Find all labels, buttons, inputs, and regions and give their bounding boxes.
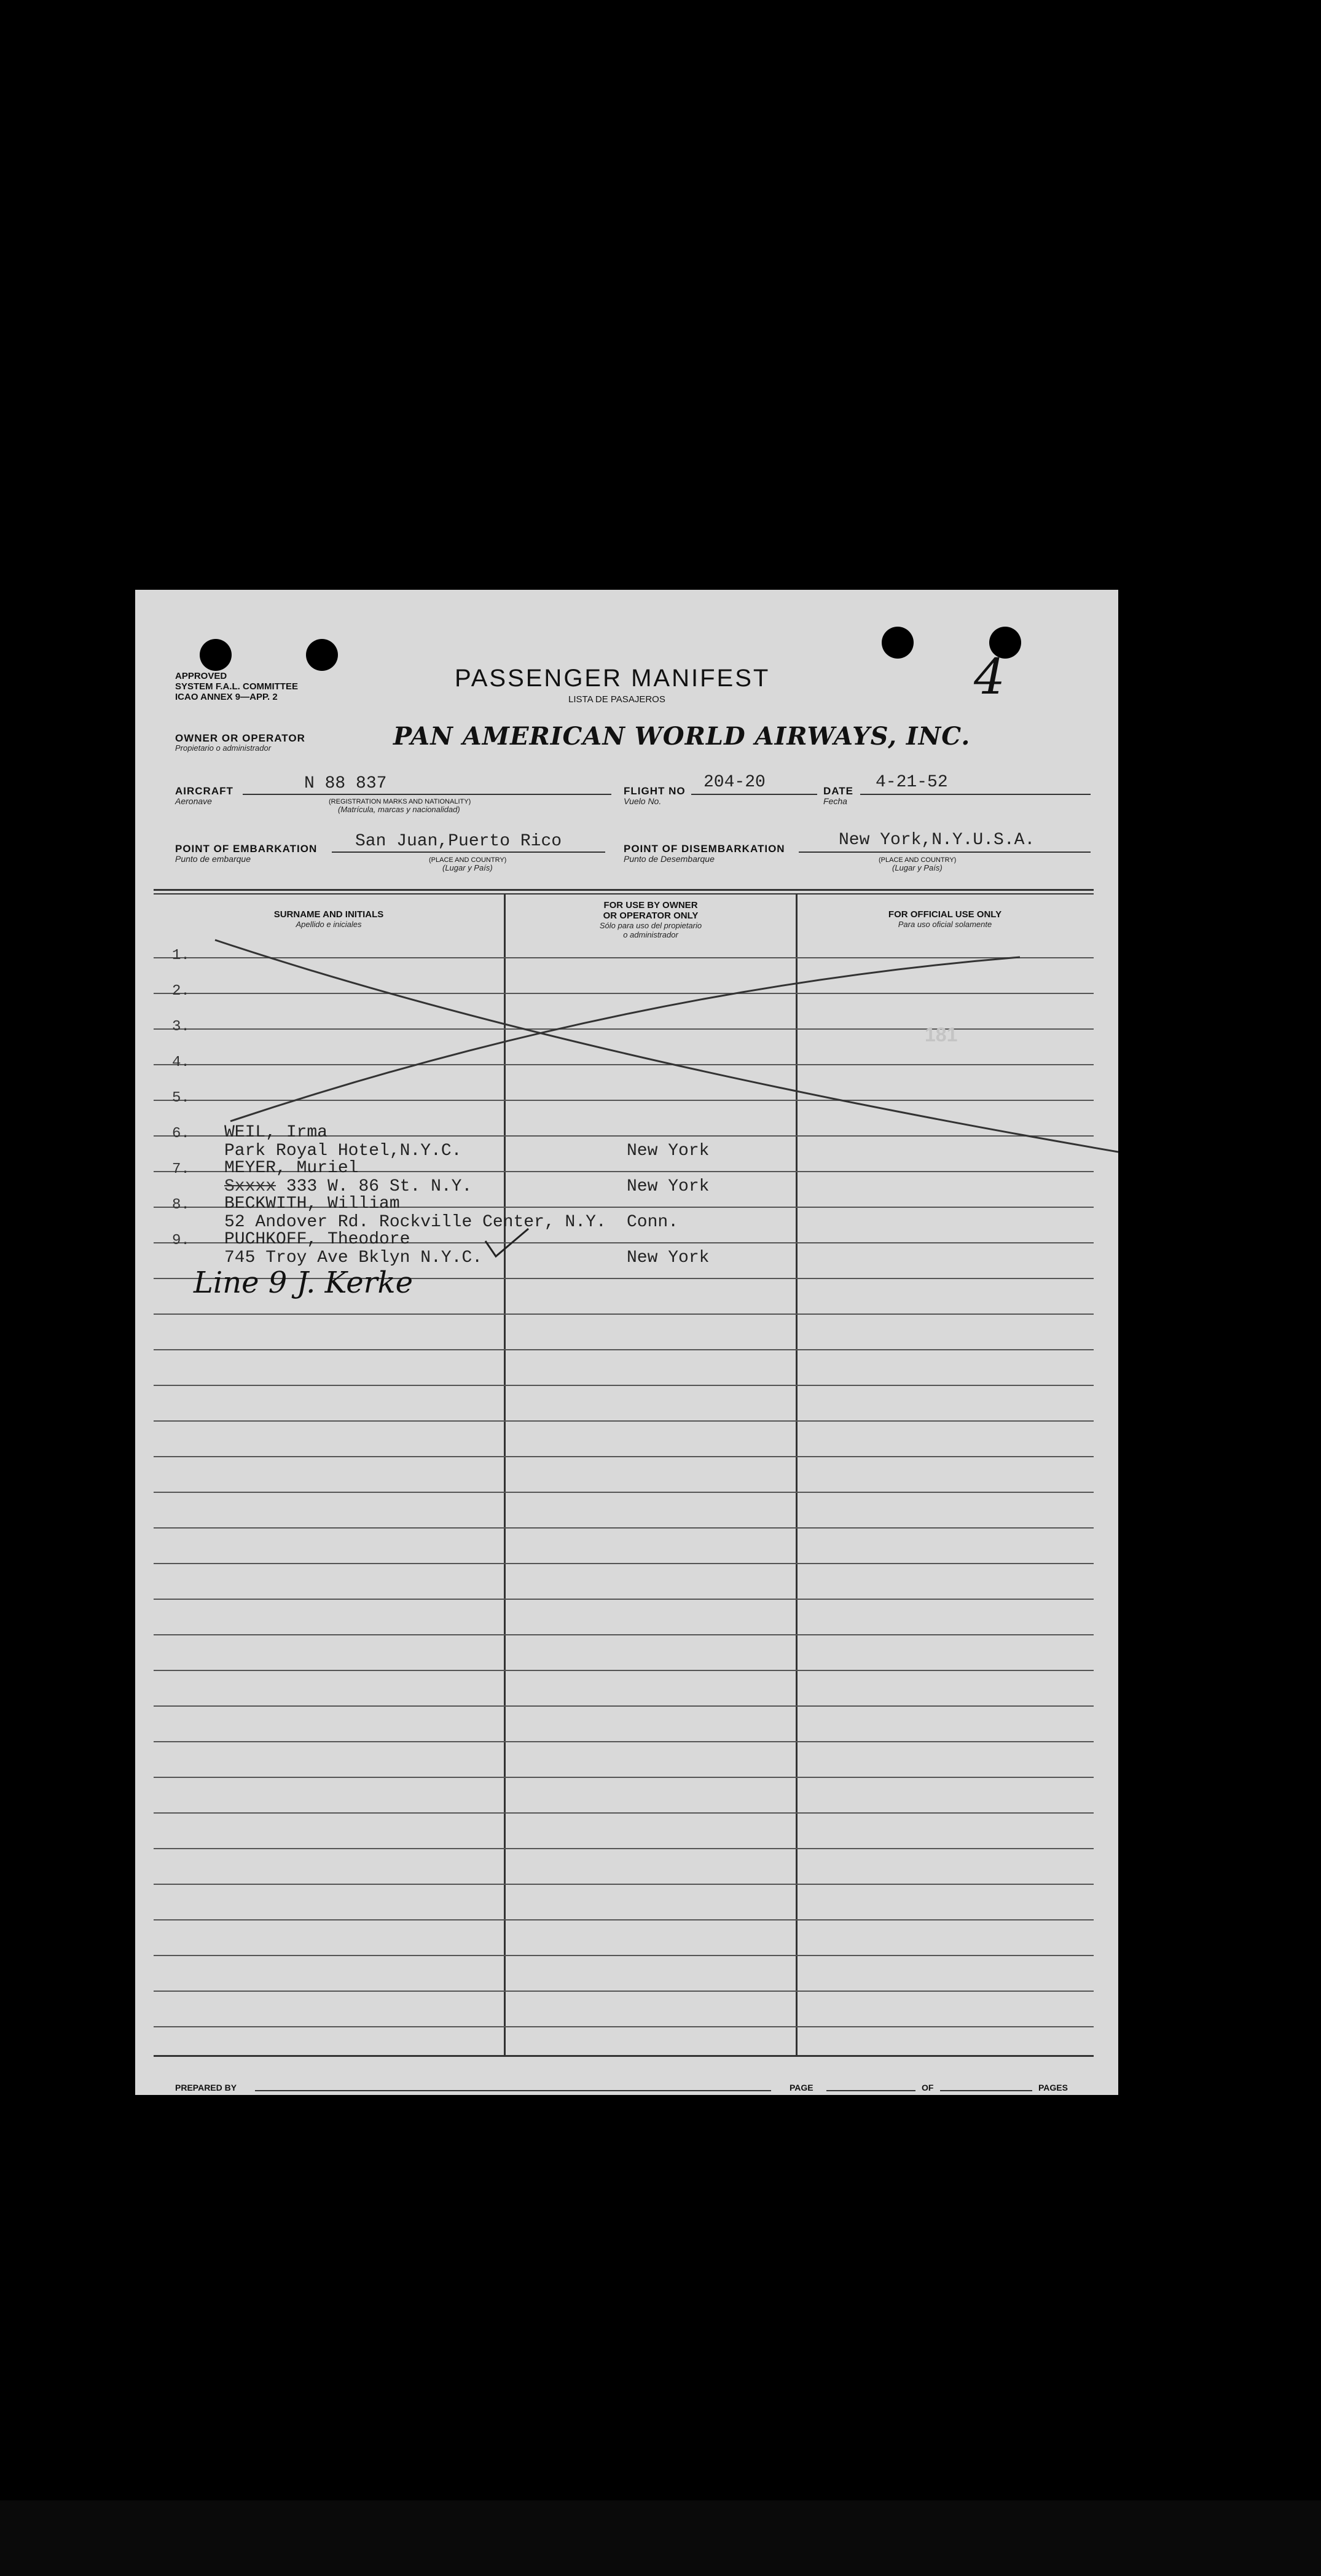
scan-background	[0, 2500, 1321, 2576]
table-row-line	[154, 1563, 1094, 1564]
table-row-line	[154, 1634, 1094, 1635]
table-row-line	[154, 1919, 1094, 1920]
date-sub: Fecha	[823, 796, 847, 806]
owner-use-header-2: OR OPERATOR ONLY	[603, 910, 699, 921]
airline-name: PAN AMERICAN WORLD AIRWAYS, INC.	[393, 722, 971, 751]
table-row-line	[154, 1741, 1094, 1742]
page-subtitle: LISTA DE PASAJEROS	[568, 694, 665, 705]
place-sub-1: (Lugar y País)	[442, 863, 493, 872]
passenger-owner-note: New York	[627, 1141, 710, 1161]
table-row-line	[154, 1670, 1094, 1671]
table-row-line	[154, 1777, 1094, 1778]
cross-out-marks	[135, 590, 1118, 1204]
page-underline	[826, 2090, 915, 2091]
row-number: 8.	[172, 1197, 190, 1213]
table-row-line	[154, 1492, 1094, 1493]
handwritten-page-mark: 4	[974, 648, 1005, 705]
system-label: SYSTEM F.A.L. COMMITTEE	[175, 681, 299, 692]
passenger-owner-note: New York	[627, 1177, 710, 1196]
registration-sub: (Matrícula, marcas y nacionalidad)	[338, 805, 460, 814]
table-row-line	[154, 1848, 1094, 1849]
owner-use-header-1: FOR USE BY OWNER	[603, 900, 698, 910]
aircraft-value: N 88 837	[304, 774, 387, 793]
table-row-line	[154, 1991, 1094, 1992]
row-number: 2.	[172, 983, 190, 1000]
owner-use-sub-1: Sólo para uso del propietario	[599, 921, 702, 930]
table-row-line	[154, 1385, 1094, 1386]
row-number: 1.	[172, 947, 190, 964]
owner-sub: Propietario o administrador	[175, 743, 272, 753]
pages-label: PAGES	[1038, 2083, 1068, 2093]
owner-label: OWNER OR OPERATOR	[175, 732, 305, 744]
disembark-label: POINT OF DISEMBARKATION	[624, 843, 785, 855]
aircraft-label: AIRCRAFT	[175, 785, 233, 797]
embark-sub: Punto de embarque	[175, 854, 251, 864]
table-bottom-border	[154, 2055, 1094, 2057]
place-sub-2: (Lugar y País)	[892, 863, 943, 872]
passenger-address: Park Royal Hotel,N.Y.C.	[224, 1141, 462, 1161]
page-label: PAGE	[790, 2083, 813, 2093]
surname-header: SURNAME AND INITIALS	[273, 909, 384, 920]
page-title: PASSENGER MANIFEST	[455, 665, 770, 692]
table-row-line	[154, 1313, 1094, 1315]
prepared-by-underline	[255, 2090, 771, 2091]
date-label: DATE	[823, 785, 854, 797]
owner-use-sub-2: o administrador	[623, 930, 678, 939]
cross-out-line	[215, 940, 1118, 1152]
flight-label: FLIGHT NO	[624, 785, 686, 797]
row-number: 7.	[172, 1161, 190, 1178]
check-mark	[482, 1226, 531, 1263]
table-row-line	[154, 1955, 1094, 1956]
row-number: 4.	[172, 1054, 190, 1071]
official-header: FOR OFFICIAL USE ONLY	[888, 909, 1002, 920]
disembark-value: New York,N.Y.U.S.A.	[839, 831, 1035, 850]
flight-value: 204-20	[704, 773, 766, 792]
disembark-sub: Punto de Desembarque	[624, 854, 715, 864]
of-underline	[940, 2090, 1032, 2091]
registration-label: (REGISTRATION MARKS AND NATIONALITY)	[329, 798, 471, 805]
struck-text: Sxxxx	[224, 1177, 276, 1196]
embark-value: San Juan,Puerto Rico	[355, 832, 562, 851]
passenger-name: MEYER, Muriel	[224, 1159, 359, 1178]
passenger-owner-note: Conn.	[627, 1213, 679, 1232]
aircraft-sub: Aeronave	[175, 796, 212, 806]
passenger-owner-note: New York	[627, 1248, 710, 1267]
passenger-name: PUCHKOFF, Theodore	[224, 1230, 410, 1249]
row-number: 6.	[172, 1126, 190, 1142]
date-value: 4-21-52	[876, 773, 948, 792]
table-row-line	[154, 1812, 1094, 1814]
stamp-number: 181	[925, 1024, 958, 1046]
place-label-2: (PLACE AND COUNTRY)	[879, 856, 957, 864]
passenger-address: 745 Troy Ave Bklyn N.Y.C.	[224, 1248, 483, 1267]
table-row-line	[154, 1599, 1094, 1600]
row-number: 3.	[172, 1019, 190, 1035]
flight-sub: Vuelo No.	[624, 796, 662, 806]
table-row-line	[154, 2026, 1094, 2027]
row-number: 9.	[172, 1232, 190, 1249]
table-row-line	[154, 1456, 1094, 1457]
official-sub: Para uso oficial solamente	[898, 920, 992, 929]
passenger-address: 52 Andover Rd. Rockville Center, N.Y.	[224, 1213, 606, 1232]
handwritten-signature: Line 9 J. Kerke	[194, 1266, 414, 1300]
passenger-name: BECKWITH, William	[224, 1194, 400, 1213]
of-label: OF	[922, 2083, 934, 2093]
passenger-name: WEIL, Irma	[224, 1123, 328, 1142]
row-number: 5.	[172, 1090, 190, 1106]
table-row-line	[154, 1349, 1094, 1350]
prepared-by-label: PREPARED BY	[175, 2083, 237, 2093]
table-row-line	[154, 1420, 1094, 1422]
table-row-line	[154, 1705, 1094, 1707]
table-row-line	[154, 1527, 1094, 1529]
surname-sub: Apellido e iniciales	[296, 920, 362, 929]
embark-label: POINT OF EMBARKATION	[175, 843, 318, 855]
passenger-address-line	[224, 1177, 472, 1196]
approved-label: APPROVED	[175, 671, 227, 681]
icao-label: ICAO ANNEX 9—APP. 2	[175, 692, 278, 702]
manifest-page	[135, 590, 1118, 2095]
passenger-address: 333 W. 86 St. N.Y.	[286, 1177, 472, 1196]
place-label-1: (PLACE AND COUNTRY)	[429, 856, 507, 864]
table-row-line	[154, 1884, 1094, 1885]
